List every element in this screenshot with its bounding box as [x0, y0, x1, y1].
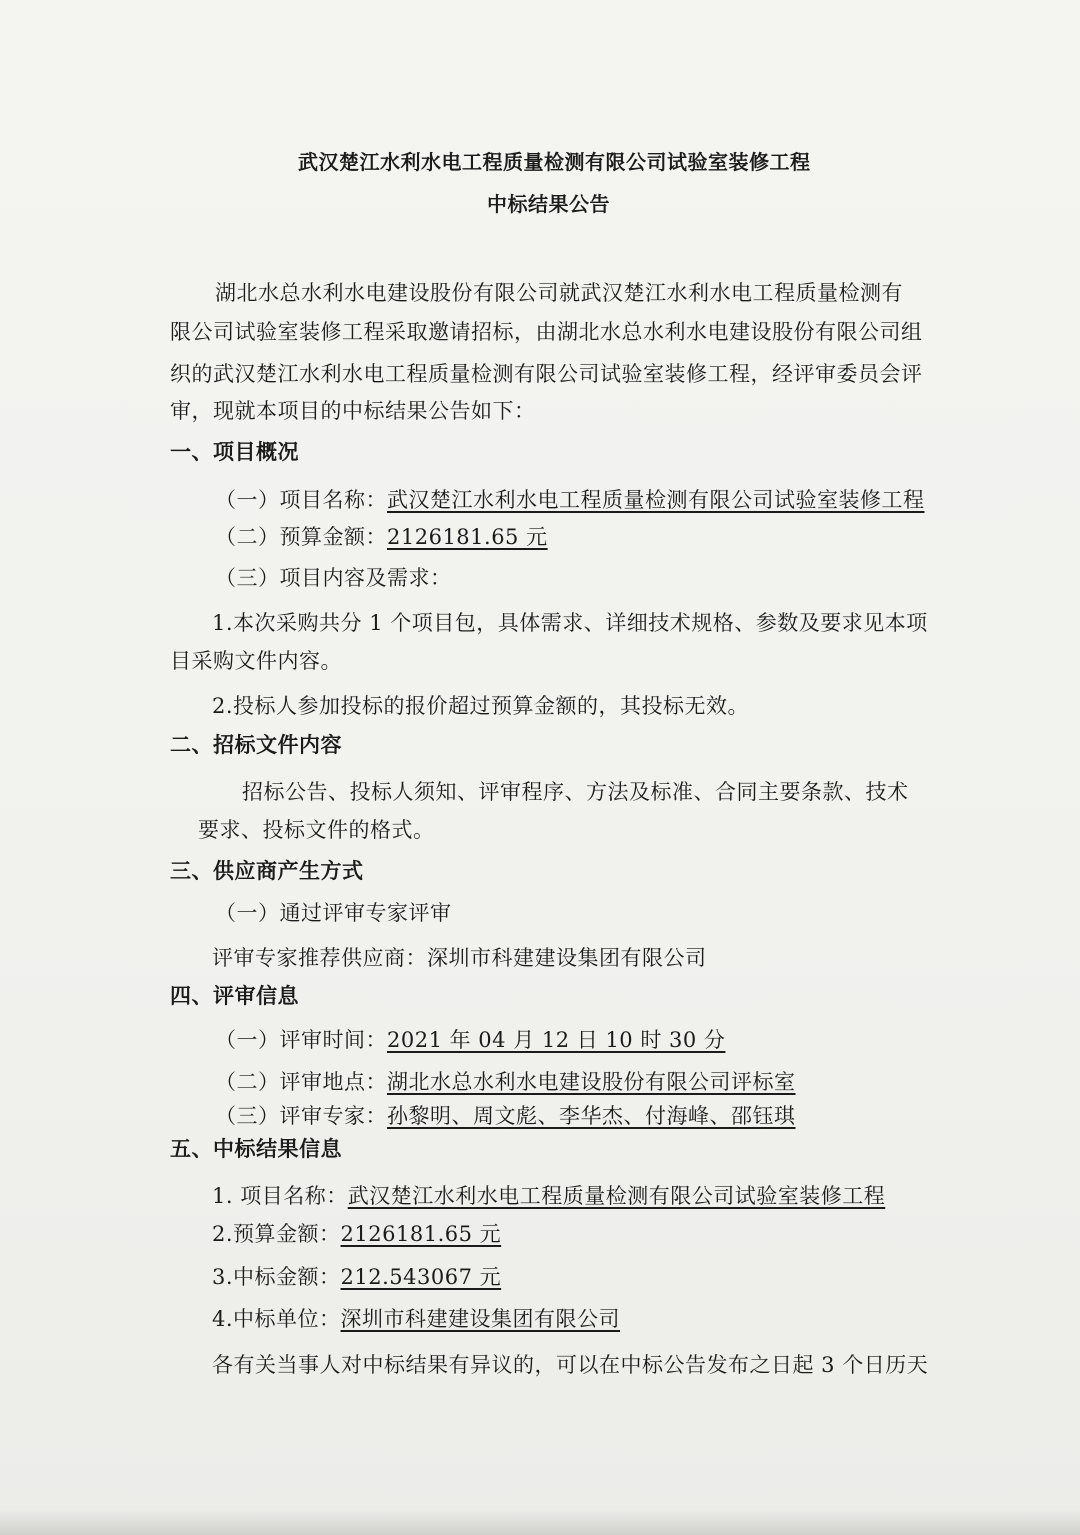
result-budget-value: 2126181.65 元: [340, 1222, 502, 1246]
result-budget-row: [212, 1218, 501, 1250]
result-bid-row: [212, 1261, 501, 1293]
result-name-label: 1. 项目名称：: [212, 1184, 348, 1208]
result-winner-label: 4.中标单位：: [212, 1307, 341, 1331]
review-experts-value: 孙黎明、周文彪、李华杰、付海峰、邵钰琪: [387, 1104, 796, 1128]
section-2-heading: 二、招标文件内容: [170, 732, 342, 757]
section-3-heading: 三、供应商产生方式: [170, 858, 364, 883]
item-1-line-2: 目采购文件内容。: [170, 649, 342, 673]
result-winner-value: 深圳市科建建设集团有限公司: [340, 1307, 621, 1331]
section-2-line-2: 要求、投标文件的格式。: [198, 818, 435, 842]
section-1-heading: 一、项目概况: [170, 439, 299, 464]
title-line-2: 中标结果公告: [487, 192, 610, 216]
project-name-label: （一）项目名称：: [215, 488, 387, 512]
review-time-label: （一）评审时间：: [215, 1028, 387, 1052]
section-2-line-1: 招标公告、投标人须知、评审程序、方法及标准、合同主要条款、技术: [242, 780, 909, 804]
result-name-row: [212, 1180, 885, 1212]
review-place-row: [215, 1066, 796, 1098]
intro-line-2: 限公司试验室装修工程采取邀请招标，由湖北水总水利水电建设股份有限公司组: [170, 320, 923, 344]
review-experts-row: [215, 1100, 796, 1132]
result-winner-row: [212, 1303, 620, 1335]
section-3-line-2: 评审专家推荐供应商：深圳市科建建设集团有限公司: [212, 946, 707, 970]
item-2: 2.投标人参加投标的报价超过预算金额的，其投标无效。: [212, 694, 750, 718]
result-bid-value: 212.543067 元: [340, 1265, 502, 1289]
review-place-label: （二）评审地点：: [215, 1070, 387, 1094]
section-5-heading: 五、中标结果信息: [170, 1136, 342, 1161]
project-name-row: [215, 484, 925, 516]
objection-line: 各有关当事人对中标结果有异议的，可以在中标公告发布之日起 3 个日历天: [212, 1353, 929, 1377]
item-1-line-1: 1.本次采购共分 1 个项目包，具体需求、详细技术规格、参数及要求见本项: [212, 611, 928, 635]
intro-line-1: 湖北水总水利水电建设股份有限公司就武汉楚江水利水电工程质量检测有: [215, 281, 903, 305]
review-experts-label: （三）评审专家：: [215, 1104, 387, 1128]
result-budget-label: 2.预算金额：: [212, 1222, 341, 1246]
review-place-value: 湖北水总水利水电建设股份有限公司评标室: [387, 1070, 796, 1094]
review-time-row: [215, 1024, 725, 1056]
result-bid-label: 3.中标金额：: [212, 1265, 341, 1289]
title-line-1: 武汉楚江水利水电工程质量检测有限公司试验室装修工程: [298, 150, 811, 174]
section-3-line-1: （一）通过评审专家评审: [215, 901, 452, 925]
intro-line-4: 审，现就本项目的中标结果公告如下：: [170, 399, 536, 423]
content-label: （三）项目内容及需求：: [215, 566, 452, 590]
intro-line-3: 织的武汉楚江水利水电工程质量检测有限公司试验室装修工程，经评审委员会评: [170, 362, 923, 386]
section-4-heading: 四、评审信息: [170, 983, 299, 1008]
budget-value: 2126181.65 元: [387, 525, 548, 549]
budget-label: （二）预算金额：: [215, 525, 387, 549]
project-name-value: 武汉楚江水利水电工程质量检测有限公司试验室装修工程: [387, 488, 925, 512]
result-name-value: 武汉楚江水利水电工程质量检测有限公司试验室装修工程: [347, 1184, 886, 1208]
review-time-value: 2021 年 04 月 12 日 10 时 30 分: [387, 1028, 726, 1052]
budget-row: [215, 521, 548, 553]
